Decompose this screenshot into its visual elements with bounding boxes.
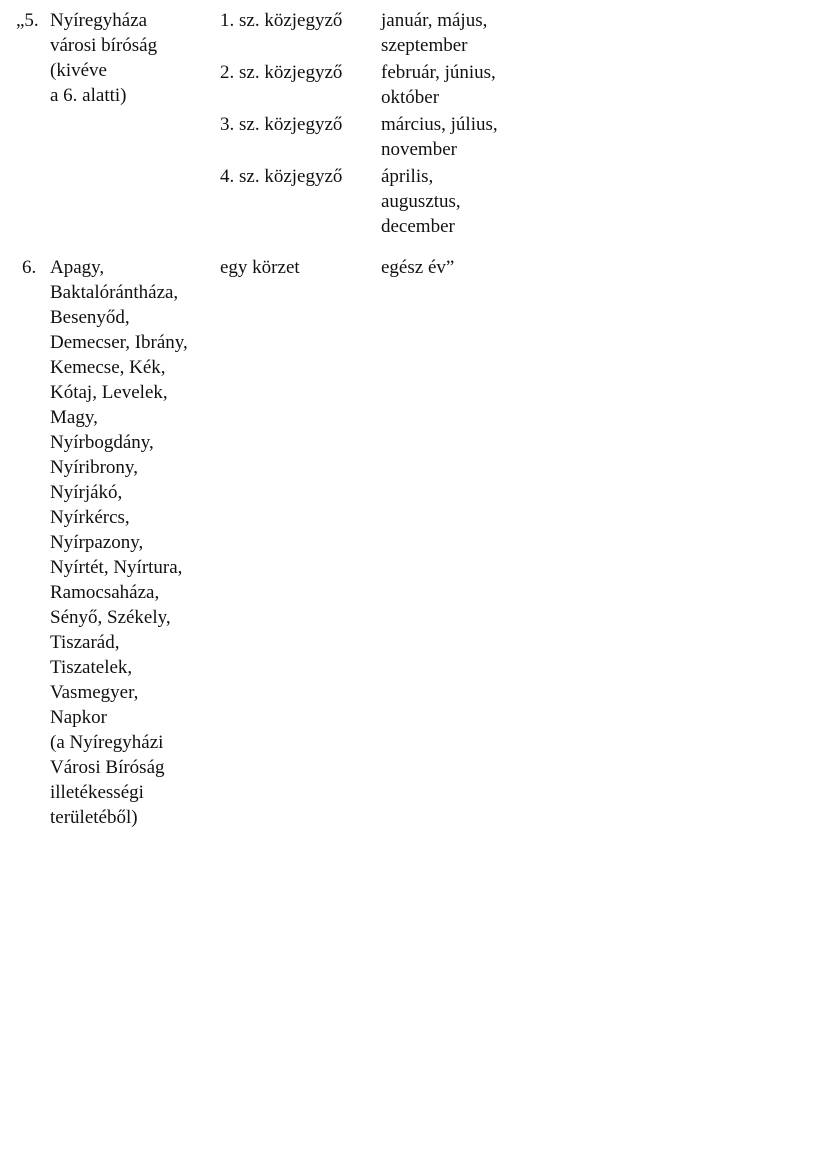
months-line: március, július,: [381, 114, 498, 135]
court-area: [50, 8, 220, 108]
notary-district: 4. sz. közjegyző: [220, 166, 343, 187]
session-months: [381, 8, 581, 58]
place-line: (kivéve: [50, 60, 107, 81]
place-line: Nyírpazony,: [50, 532, 144, 553]
place-line: Kemecse, Kék,: [50, 357, 166, 378]
place-line: Nyíregyháza: [50, 10, 148, 31]
place-line: területéből): [50, 807, 138, 828]
place-line: Magy,: [50, 407, 98, 428]
months-line: augusztus,: [381, 191, 461, 212]
months-line: december: [381, 216, 455, 237]
place-line: Nyírjákó,: [50, 482, 123, 503]
place-line: Sényő, Székely,: [50, 607, 171, 628]
place-line: Nyírkércs,: [50, 507, 130, 528]
place-line: Kótaj, Levelek,: [50, 382, 168, 403]
place-line: (a Nyíregyházi: [50, 732, 164, 753]
place-line: Napkor: [50, 707, 107, 728]
session-months: [381, 112, 581, 162]
notary-district: 1. sz. közjegyző: [220, 10, 343, 31]
place-line: Besenyőd,: [50, 307, 130, 328]
months-line: április,: [381, 166, 434, 187]
place-line: Demecser, Ibrány,: [50, 332, 188, 353]
months-line: január, május,: [381, 10, 488, 31]
months-line: egész év”: [381, 257, 455, 278]
place-line: a 6. alatti): [50, 85, 127, 106]
place-line: Nyíribrony,: [50, 457, 138, 478]
place-line: Baktalórántháza,: [50, 282, 179, 303]
months-line: február, június,: [381, 62, 496, 83]
notary-district: 2. sz. közjegyző: [220, 62, 343, 83]
notary-district: 3. sz. közjegyző: [220, 114, 343, 135]
place-line: Vasmegyer,: [50, 682, 139, 703]
place-line: Nyírtét, Nyírtura,: [50, 557, 183, 578]
session-months: [381, 164, 581, 239]
entry-number: „5.: [16, 10, 39, 31]
notary-district: egy körzet: [220, 257, 300, 278]
place-line: Tiszatelek,: [50, 657, 133, 678]
place-line: Városi Bíróság: [50, 757, 165, 778]
place-line: városi bíróság: [50, 35, 158, 56]
place-line: Apagy,: [50, 257, 105, 278]
place-line: Ramocsaháza,: [50, 582, 160, 603]
session-months: [381, 255, 581, 280]
months-line: szeptember: [381, 35, 468, 56]
place-line: Tiszarád,: [50, 632, 120, 653]
court-area: [50, 255, 220, 830]
entry-number: 6.: [22, 257, 37, 278]
months-line: november: [381, 139, 457, 160]
place-line: illetékességi: [50, 782, 144, 803]
place-line: Nyírbogdány,: [50, 432, 154, 453]
session-months: [381, 60, 581, 110]
months-line: október: [381, 87, 440, 108]
